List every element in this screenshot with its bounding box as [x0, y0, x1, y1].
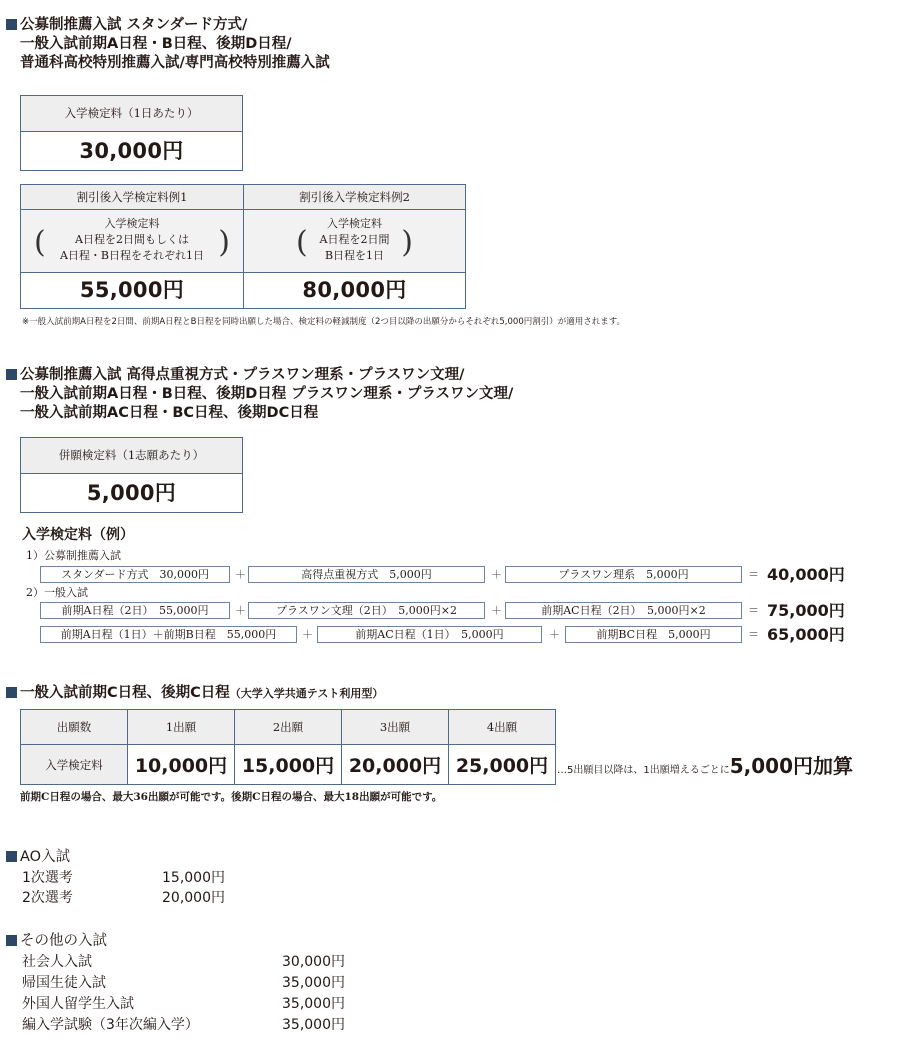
example-item: スタンダード方式 30,000円 [40, 566, 230, 583]
section-5-heading: その他の入試 [6, 932, 107, 951]
list-item: 社会人入試 30,000円 [22, 954, 345, 970]
discount-example-2: 割引後入学検定料例2 ( 入学検定料 A日程を2日間 B日程を1日 ) 80,000円 [244, 185, 465, 307]
table-header-cell: 3出願 [342, 710, 449, 745]
table-cell: 25,000円 [449, 745, 556, 785]
table-note: 前期C日程の場合、最大36出願が可能です。後期C日程の場合、最大18出願が可能です。 [20, 791, 443, 803]
table-header-cell: 4出願 [449, 710, 556, 745]
table-header-cell: 1出願 [128, 710, 235, 745]
plus-sign: ＋ [491, 604, 502, 617]
table-header-cell: 出願数 [21, 710, 128, 745]
table-cell: 20,000円 [342, 745, 449, 785]
left-paren: ( [296, 225, 308, 260]
base-fee-label: 入学検定料（1日あたり） [21, 96, 242, 132]
section-1-heading: 公募制推薦入試 スタンダード方式/ 一般入試前期A日程・B日程、後期D日程/ 普通科高校特別推薦入試/専門高校特別推薦入試 [6, 16, 330, 73]
combined-fee-label: 併願検定料（1志願あたり） [21, 438, 242, 474]
example-item: 前期AC日程（2日） 5,000円×2 [505, 602, 742, 619]
plus-sign: ＋ [302, 628, 313, 641]
extra-fee-note: …5出願目以降は、1出願増えるごとに5,000円加算 [557, 754, 853, 778]
example-group-label: 2）一般入試 [26, 586, 88, 599]
example-item: 高得点重視方式 5,000円 [248, 566, 485, 583]
discount-examples-box [20, 184, 466, 309]
section-3-heading: 一般入試前期C日程、後期C日程（大学入学共通テスト利用型） [6, 684, 383, 703]
table-row-label: 入学検定料 [21, 745, 128, 785]
left-paren: ( [34, 225, 46, 260]
example-item: 前期A日程（1日）＋前期B日程 55,000円 [40, 626, 297, 643]
example-item: 前期A日程（2日） 55,000円 [40, 602, 230, 619]
square-bullet-icon [6, 687, 17, 698]
list-item: 1次選考 15,000円 [22, 870, 225, 886]
table-row [21, 745, 556, 785]
discount-example-2-amount: 80,000円 [302, 278, 407, 302]
discount-note: ※一般入試前期A日程を2日間、前期A日程とB日程を同時出願した場合、検定料の軽減制度（2つ目以降の出願分からそれぞれ5,000円割引）が適用されます。 [22, 317, 626, 327]
right-paren: ) [401, 225, 413, 260]
list-item: 2次選考 20,000円 [22, 890, 225, 906]
list-item: 帰国生徒入試 35,000円 [22, 975, 345, 991]
example-total: ＝ 40,000円 [748, 565, 845, 584]
base-fee-box [20, 95, 243, 171]
table-cell: 15,000円 [235, 745, 342, 785]
list-item: 編入学試験（3年次編入学） 35,000円 [22, 1017, 345, 1033]
plus-sign: ＋ [235, 568, 246, 581]
plus-sign: ＋ [549, 628, 560, 641]
example-total: ＝ 65,000円 [748, 625, 845, 644]
example-item: プラスワン理系 5,000円 [505, 566, 742, 583]
examples-title: 入学検定料（例） [22, 527, 134, 543]
table-cell: 10,000円 [128, 745, 235, 785]
table-header-cell: 2出願 [235, 710, 342, 745]
discount-example-1: 割引後入学検定料例1 ( 入学検定料 A日程を2日間もしくは A日程・B日程をそれぞれ1日 ) 55,000円 [21, 185, 243, 307]
right-paren: ) [218, 225, 230, 260]
fees-table [20, 709, 556, 785]
example-item: 前期AC日程（1日） 5,000円 [317, 626, 542, 643]
example-group-label: 1）公募制推薦入試 [26, 549, 121, 562]
combined-fee-box [20, 437, 243, 513]
example-item: プラスワン文理（2日） 5,000円×2 [248, 602, 485, 619]
combined-fee-amount: 5,000円 [86, 481, 177, 505]
plus-sign: ＋ [235, 604, 246, 617]
square-bullet-icon [6, 851, 17, 862]
section-4-heading: AO入試 [6, 848, 70, 867]
example-total: ＝ 75,000円 [748, 601, 845, 620]
table-row [21, 710, 556, 745]
section-2-heading: 公募制推薦入試 高得点重視方式・プラスワン理系・プラスワン文理/ 一般入試前期A日程・B日程、後期D日程 プラスワン理系・プラスワン文理/ 一般入試前期AC日程・BC日程、後期DC日程 [6, 366, 513, 423]
example-item: 前期BC日程 5,000円 [565, 626, 742, 643]
plus-sign: ＋ [491, 568, 502, 581]
square-bullet-icon [6, 19, 17, 30]
discount-example-1-amount: 55,000円 [79, 278, 185, 302]
square-bullet-icon [6, 369, 17, 380]
square-bullet-icon [6, 935, 17, 946]
base-fee-amount: 30,000円 [79, 139, 184, 163]
list-item: 外国人留学生入試 35,000円 [22, 996, 345, 1012]
